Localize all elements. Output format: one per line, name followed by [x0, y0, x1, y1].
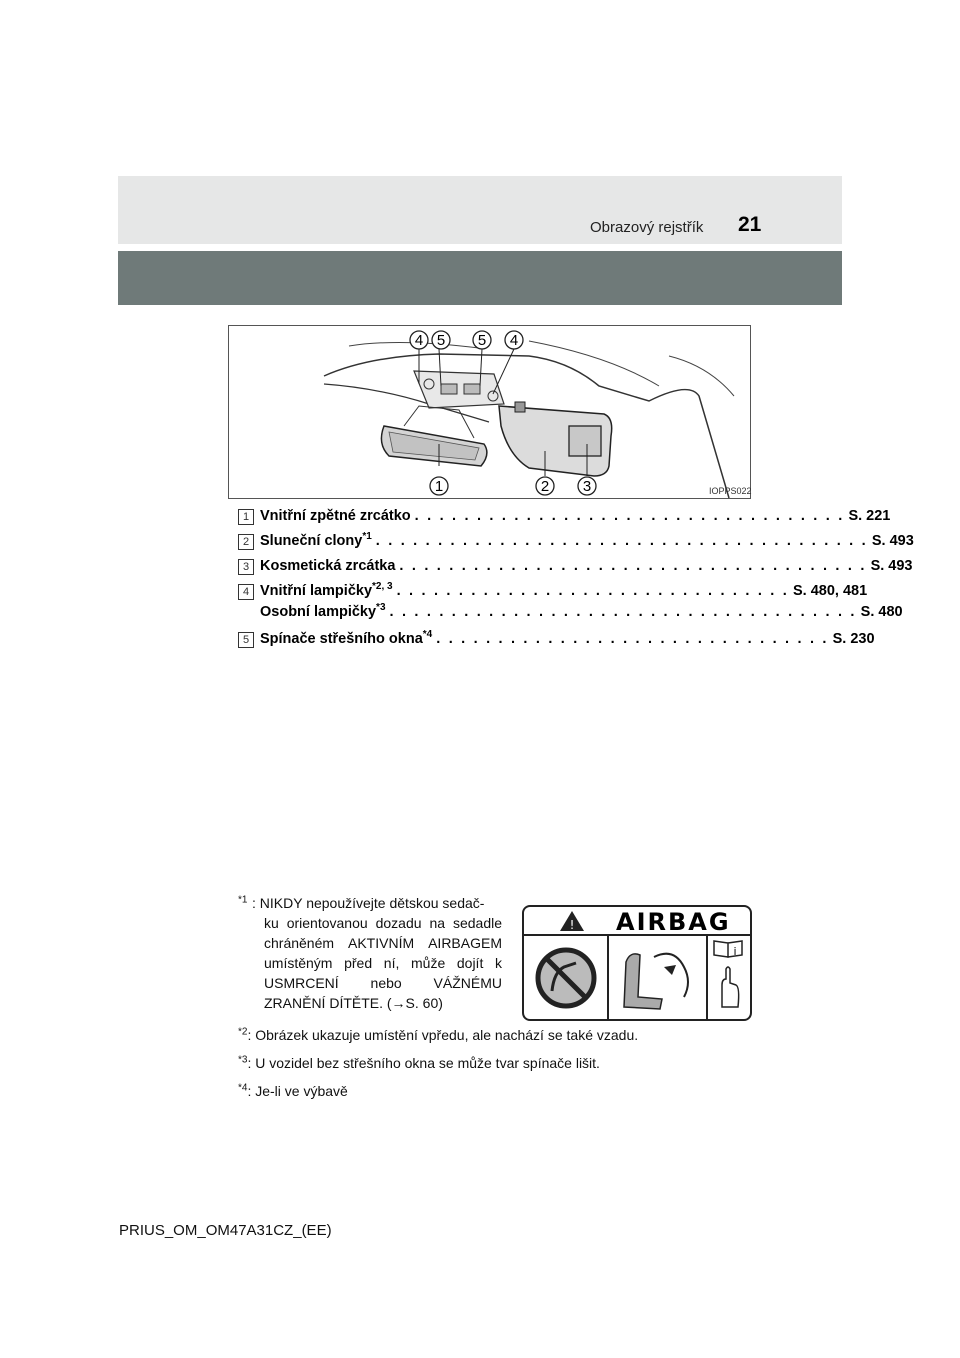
- leader-dots: . . . . . . . . . . . . . . . . . . . . . . . . . . . . . . . .: [396, 583, 789, 599]
- section-title: Obrazový rejstřík: [590, 219, 704, 236]
- item-number-badge: 1: [238, 509, 254, 525]
- figure-code: IOPPS022: [709, 486, 752, 496]
- index-item-4: [238, 581, 903, 627]
- page-ref[interactable]: S. 493: [871, 533, 914, 549]
- page-ref[interactable]: S. 493: [870, 558, 913, 574]
- leader-dots: . . . . . . . . . . . . . . . . . . . . . . . . . . . . . . . .: [436, 631, 829, 647]
- callout-4b: 4: [509, 332, 519, 349]
- leader-dots: . . . . . . . . . . . . . . . . . . . . . . . . . . . . . . . . . . .: [414, 508, 845, 524]
- footnote-text-rest: ku orientovanou dozadu na sedadle chráněném AKTIVNÍM AIRBAGEM umístěným před ní, může dojít k USMRCENÍ nebo VÁŽNÉMU ZRANĚNÍ DÍTĚTE. (→S. 60): [264, 915, 502, 1011]
- footnote-text: : Obrázek ukazuje umístění vpředu, ale nachází se také vzadu.: [247, 1027, 639, 1043]
- callout-1: 1: [434, 478, 444, 495]
- item-number-badge: 4: [238, 584, 254, 600]
- footnote-text: : Je-li ve výbavě: [247, 1083, 348, 1099]
- seat-icon: [624, 954, 662, 1009]
- item-number-badge: 5: [238, 632, 254, 648]
- item-label: Vnitřní zpětné zrcátko: [260, 508, 411, 524]
- callout-5a: 5: [436, 332, 446, 349]
- item-number-badge: 2: [238, 534, 254, 550]
- item-label-2: Osobní lampičky: [260, 604, 377, 620]
- header-band: [118, 176, 842, 244]
- page-number: 21: [738, 213, 762, 236]
- footnote-3: [238, 1053, 600, 1073]
- hand-icon: [722, 967, 739, 1007]
- page-ref[interactable]: S. 480, 481: [793, 583, 868, 599]
- footnote-marker: *1: [238, 894, 248, 906]
- leader-dots: . . . . . . . . . . . . . . . . . . . . . . . . . . . . . . . . . . . . . .: [399, 558, 867, 574]
- footnote-text-line1: : NIKDY nepoužívejte dětskou sedač-: [252, 895, 485, 911]
- footnote-ref: *4: [422, 629, 433, 641]
- item-label: Vnitřní lampičky: [260, 583, 373, 599]
- callout-2: 2: [540, 478, 550, 495]
- item-label: Spínače střešního okna: [260, 631, 423, 647]
- leader-dots: . . . . . . . . . . . . . . . . . . . . . . . . . . . . . . . . . . . . . . . .: [375, 533, 868, 549]
- callout-5b: 5: [477, 332, 487, 349]
- header-dark-band: [118, 251, 842, 305]
- svg-text:!: !: [569, 918, 575, 932]
- item-label: Sluneční clony: [260, 533, 363, 549]
- svg-text:i: i: [733, 945, 737, 958]
- footnote-ref: *3: [376, 602, 386, 614]
- footnote-text: : U vozidel bez střešního okna se může tvar spínače lišit.: [247, 1055, 600, 1071]
- page-ref-2[interactable]: S. 480: [860, 604, 903, 620]
- manual-book-icon: [714, 941, 742, 957]
- footnote-2: [238, 1025, 638, 1045]
- footnote-4: [238, 1081, 348, 1101]
- callout-4a: 4: [414, 332, 424, 349]
- item-number-badge: 3: [238, 559, 254, 575]
- document-code: PRIUS_OM_OM47A31CZ_(EE): [119, 1222, 332, 1239]
- leader-dots: . . . . . . . . . . . . . . . . . . . . . . . . . . . . . . . . . . . . . .: [389, 604, 857, 620]
- footnote-1: [238, 893, 502, 1013]
- footnote-marker: *4: [238, 1082, 248, 1094]
- page-ref[interactable]: S. 221: [848, 508, 891, 524]
- overhead-console-drawing: [229, 326, 750, 498]
- airbag-title: AIRBAG: [616, 908, 731, 936]
- footnote-marker: *2: [238, 1026, 248, 1038]
- footnote-ref: *2, 3: [372, 581, 393, 593]
- airbag-warning-label: [522, 905, 752, 1021]
- interior-illustration: [228, 325, 751, 499]
- footnote-marker: *3: [238, 1054, 248, 1066]
- callout-3: 3: [582, 478, 592, 495]
- item-label: Kosmetická zrcátka: [260, 558, 396, 574]
- footnote-ref: *1: [362, 531, 372, 543]
- page-ref[interactable]: S. 230: [832, 631, 875, 647]
